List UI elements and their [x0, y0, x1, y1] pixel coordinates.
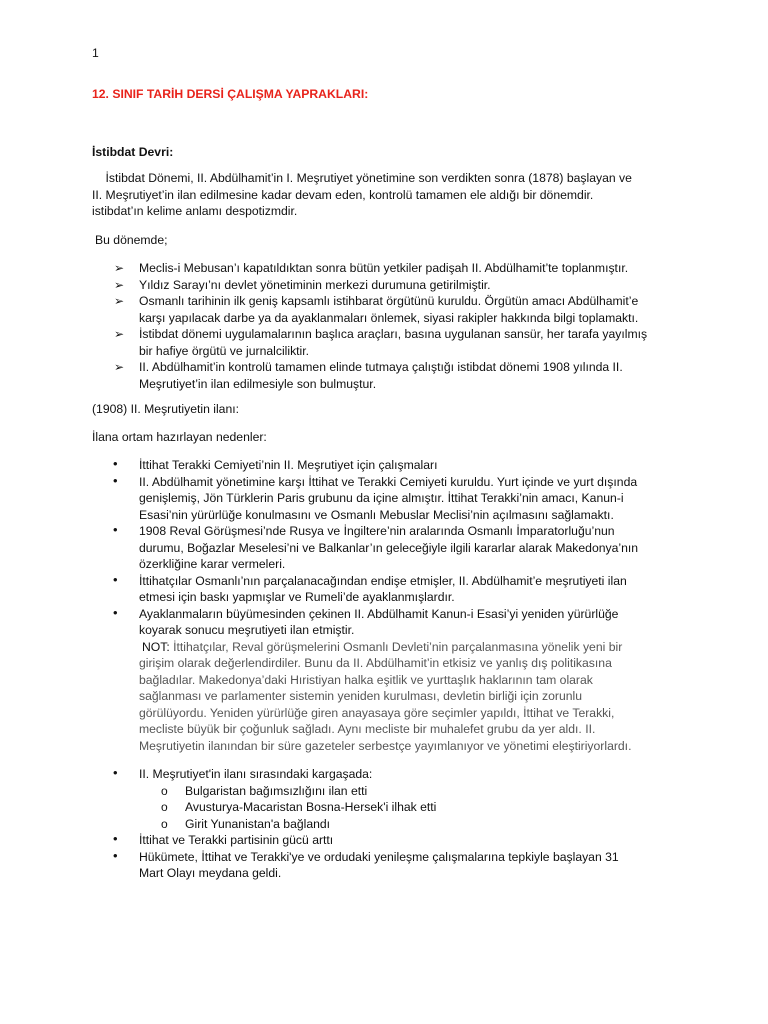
- arrow-list-item: [92, 277, 692, 294]
- arrow-list: [92, 260, 692, 392]
- note-line: girişim olarak değerlendirdiler. Bunu da II. Abdülhamit’in etkisiz ve yanlış dış politikasına: [139, 656, 612, 670]
- list-marker-icon: •: [113, 571, 118, 587]
- note-first-line: [139, 639, 692, 656]
- list-marker-icon: ➢: [114, 360, 125, 374]
- sub-list-item: [92, 816, 692, 833]
- list-item: [92, 606, 692, 639]
- list-marker-icon: •: [113, 604, 118, 620]
- bullet-icon: •: [113, 765, 118, 780]
- note-line: mecliste büyük bir çoğunluk sağladı. Aynı mecliste bir muhalefet grubu da yer aldı. II.: [139, 722, 596, 736]
- arrow-list-item-line: İstibdat dönemi uygulamalarının başlıca araçları, basına uygulanan sansür, her tarafa yayılmış: [139, 327, 648, 341]
- arrow-list-item-line: Meşrutiyet’in ilan edilmesiyle son bulmuştur.: [139, 376, 377, 391]
- list-item: [92, 849, 692, 882]
- list-marker-icon: ➢: [114, 327, 125, 341]
- note-line: sağlanması ve parlamenter sistemin yeniden kurulması, devletin birliği için zorunlu: [139, 689, 583, 703]
- list-item-line: genişlemiş, Jön Türklerin Paris grubunu da içine almıştır. İttihat Terakki’nin amacı, Kanun-i: [139, 491, 624, 505]
- list-item-line: özerkliğine karar vermeleri.: [139, 557, 286, 571]
- list-marker-icon: •: [113, 847, 118, 863]
- list-marker-icon: •: [113, 522, 118, 537]
- list-item-line: koyarak sonucu meşrutiyeti ilan etmiştir.: [139, 623, 355, 637]
- circle-bullet-icon: o: [161, 800, 168, 814]
- list-item-line: Hükümete, İttihat ve Terakki'ye ve ordudaki yenileşme çalışmalarına tepkiyle başlayan 31: [139, 849, 619, 864]
- list-marker-icon: ➢: [114, 261, 125, 275]
- arrow-list-item-line: bir hafiye örgütü ve jurnalciliktir.: [139, 343, 310, 358]
- list-item-line: Mart Olayı meydana geldi.: [139, 866, 282, 880]
- intro-paragraph: [92, 170, 692, 220]
- circle-bullet-icon: o: [161, 816, 168, 831]
- list-marker-icon: ➢: [114, 277, 125, 292]
- note-block: [92, 639, 692, 755]
- note-label: NOT:: [142, 639, 170, 654]
- list-marker-icon: ➢: [114, 294, 125, 308]
- list-item-line: İttihat ve Terakki partisinin gücü arttı: [139, 833, 334, 847]
- sub-list-item-line: Girit Yunanistan'a bağlandı: [185, 816, 331, 831]
- list-item: [92, 573, 692, 606]
- circle-bullet-icon: o: [161, 783, 168, 798]
- note-first-text: İttihatçılar, Reval görüşmelerini Osmanlı Devleti’nin parçalanmasına yönelik yeni bir: [169, 639, 623, 654]
- sub-list-item-line: Bulgaristan bağımsızlığını ilan etti: [185, 783, 368, 798]
- list-item: [92, 474, 692, 524]
- arrow-list-item-line: Meclis-i Mebusan’ı kapatıldıktan sonra bütün yetkiler padişah II. Abdülhamit’te toplanmıştır.: [139, 261, 629, 275]
- list-item-line: İttihatçılar Osmanlı’nın parçalanacağından endişe etmişler, II. Abdülhamit’e meşrutiyeti ilan: [139, 573, 627, 588]
- arrow-list-item-line: II. Abdülhamit’in kontrolü tamamen elinde tutmaya çalıştığı istibdat dönemi 1908 yılında II.: [139, 360, 623, 374]
- sub-list-item: [92, 783, 692, 800]
- arrow-list-item-line: karşı yapılacak darbe ya da ayaklanmaları önlemek, siyasi rakipler hakkında bilgi toplamaktı.: [139, 310, 639, 325]
- list-item-line: II. Abdülhamit yönetimine karşı İttihat ve Terakki Cemiyeti kuruldu. Yurt içinde ve yurt dışında: [139, 474, 638, 489]
- list-marker-icon: •: [113, 472, 118, 488]
- list-item: [92, 832, 692, 849]
- list-item: [92, 457, 692, 474]
- page-number: 1: [92, 46, 99, 60]
- mesrutiyet-heading: (1908) II. Meşrutiyetin ilanı:: [92, 402, 239, 416]
- arrow-list-item: [92, 326, 692, 359]
- arrow-list-item-line: Osmanlı tarihinin ilk geniş kapsamlı istihbarat örgütünü kuruldu. Örgütün amacı Abdülhamit’e: [139, 294, 639, 308]
- list-item-line: 1908 Reval Görüşmesi’nde Rusya ve İngiltere’nin aralarında Osmanlı İmparatorluğu’nun: [139, 524, 615, 538]
- arrow-list-item-line: Yıldız Sarayı’nı devlet yönetiminin merkezi durumuna getirilmiştir.: [139, 277, 491, 292]
- list-item-line: II. Meşrutiyet'in ilanı sırasındaki kargaşada:: [139, 767, 373, 781]
- arrow-list-item: [92, 293, 692, 326]
- intro-line: İstibdat Dönemi, II. Abdülhamit’in I. Meşrutiyet yönetimine son verdikten sonra (1878) başlayan ve: [92, 171, 632, 185]
- list-item-line: durumu, Boğazlar Meselesi’ni ve Balkanlar’ın geleceğiyle ilgili kararlar alarak Makedonya’nın: [139, 540, 639, 555]
- sub-list-item-line: Avusturya-Macaristan Bosna-Hersek'i ilhak etti: [185, 800, 437, 814]
- note-line: görülüyordu. Yeniden yürürlüğe giren anayasaya göre seçimler yapıldı, İttihat ve Terakki,: [139, 705, 615, 720]
- results-list: [92, 766, 692, 882]
- list-item-line: İttihat Terakki Cemiyeti’nin II. Meşrutiyet için çalışmaları: [139, 458, 438, 472]
- list-item-line: etmesi için baskı yapmışlar ve Rumeli’de ayaklanmışlardır.: [139, 590, 455, 604]
- note-line: bağladılar. Makedonya’daki Hıristiyan halka eşitlik ve yurttaşlık haklarının tam olarak: [139, 672, 593, 687]
- list-item: [92, 766, 692, 783]
- intro-line: istibdat’ın kelime anlamı despotizmdir.: [92, 204, 298, 218]
- arrow-list-item: [92, 260, 692, 277]
- list-item-line: Ayaklanmaların büyümesinden çekinen II. Abdülhamit Kanun-i Esasi’yi yeniden yürürlüğe: [139, 606, 619, 621]
- list-item: [92, 523, 692, 573]
- intro-line: II. Meşrutiyet’in ilan edilmesine kadar devam eden, kontrolü tamamen ele aldığı bir dönemdir.: [92, 187, 594, 202]
- causes-list: [92, 457, 692, 754]
- bu-donemde-label: Bu dönemde;: [95, 233, 168, 247]
- section-heading: İstibdat Devri:: [92, 145, 174, 159]
- list-item-line: Esasi’nin yürürlüğe konulmasını ve Osmanlı Mebuslar Meclisi’nin açılmasını sağlamaktı.: [139, 507, 614, 522]
- note-line: Meşrutiyetin ilanından bir süre gazeteler serbestçe yayımlanıyor ve yönetimi eleştiriyorlardı.: [139, 738, 632, 753]
- arrow-list-item: [92, 359, 692, 392]
- sub-list-item: [92, 799, 692, 816]
- ilana-heading: İlana ortam hazırlayan nedenler:: [92, 430, 267, 444]
- list-marker-icon: •: [113, 831, 118, 846]
- page-title: 12. SINIF TARİH DERSİ ÇALIŞMA YAPRAKLARI:: [92, 87, 369, 101]
- list-marker-icon: •: [113, 456, 118, 471]
